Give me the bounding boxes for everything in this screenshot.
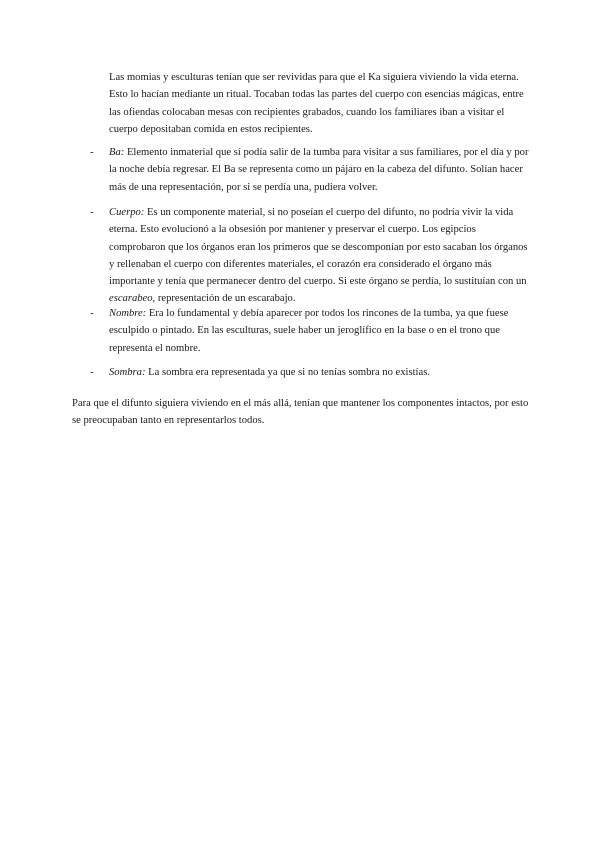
list-dash: - (90, 206, 94, 218)
list-item-term: Nombre: (109, 308, 147, 319)
list-item-ba (109, 144, 529, 196)
list-item-text: Es un componente material, si no poseían el cuerpo del difunto, no podría vivir la vida eterna. Esto evolucionó a la obsesión por mantener y preservar el cuerpo. Los egipcios comprobaron que los órganos eran los primeros que se descomponían por esto sacaban los órganos y rellenaban el cuerpo con diferentes materiales, el corazón era considerado el órgano más importante y tenía que permanecer dentro del cuerpo. Si este órgano se perdía, lo sustituían con un (109, 207, 528, 288)
list-item-nombre (109, 305, 529, 357)
list-item-term: Ba: (109, 147, 125, 158)
list-dash: - (90, 366, 94, 378)
intro-paragraph (109, 69, 529, 138)
list-item-emphasis: escarabeo, (109, 293, 156, 305)
list-item-cuerpo (109, 204, 529, 308)
list-item-sombra (109, 364, 529, 381)
list-item-text: Era lo fundamental y debía aparecer por todos los rincones de la tumba, ya que fuese esculpido o pintado. En las esculturas, suele haber un jeroglífico en la base o en el trono que representa el nombre. (109, 308, 509, 354)
closing-text: Para que el difunto siguiera viviendo en el más allá, tenían que mantener los componentes intactos, por esto se preocupaban tanto en representarlos todos. (72, 398, 529, 427)
list-dash: - (90, 146, 94, 158)
intro-text: Las momias y esculturas tenían que ser revividas para que el Ka siguiera viviendo la vida eterna. Esto lo hacían mediante un ritual. Tocaban todas las partes del cuerpo con esencias mágicas, entre las ofiendas colocaban mesas con recipientes grabados, cuando los familiares iban a visitar el cuerpo depositaban comida en estos recipientes. (109, 72, 524, 135)
closing-paragraph (72, 395, 532, 430)
list-item-term: Sombra: (109, 367, 146, 378)
list-item-term: Cuerpo: (109, 207, 145, 218)
list-item-text-after: representación de un escarabajo. (155, 293, 296, 305)
list-dash: - (90, 307, 94, 319)
list-item-text: La sombra era representada ya que si no tenías sombra no existías. (145, 367, 430, 378)
list-item-text: Elemento inmaterial que sí podía salir de la tumba para visitar a sus familiares, por el día y por la noche debía regresar. El Ba se representa como un pájaro en la cabeza del difunto. Solían hacer más de una representación, por si se perdía una, pudiera volver. (109, 147, 529, 193)
